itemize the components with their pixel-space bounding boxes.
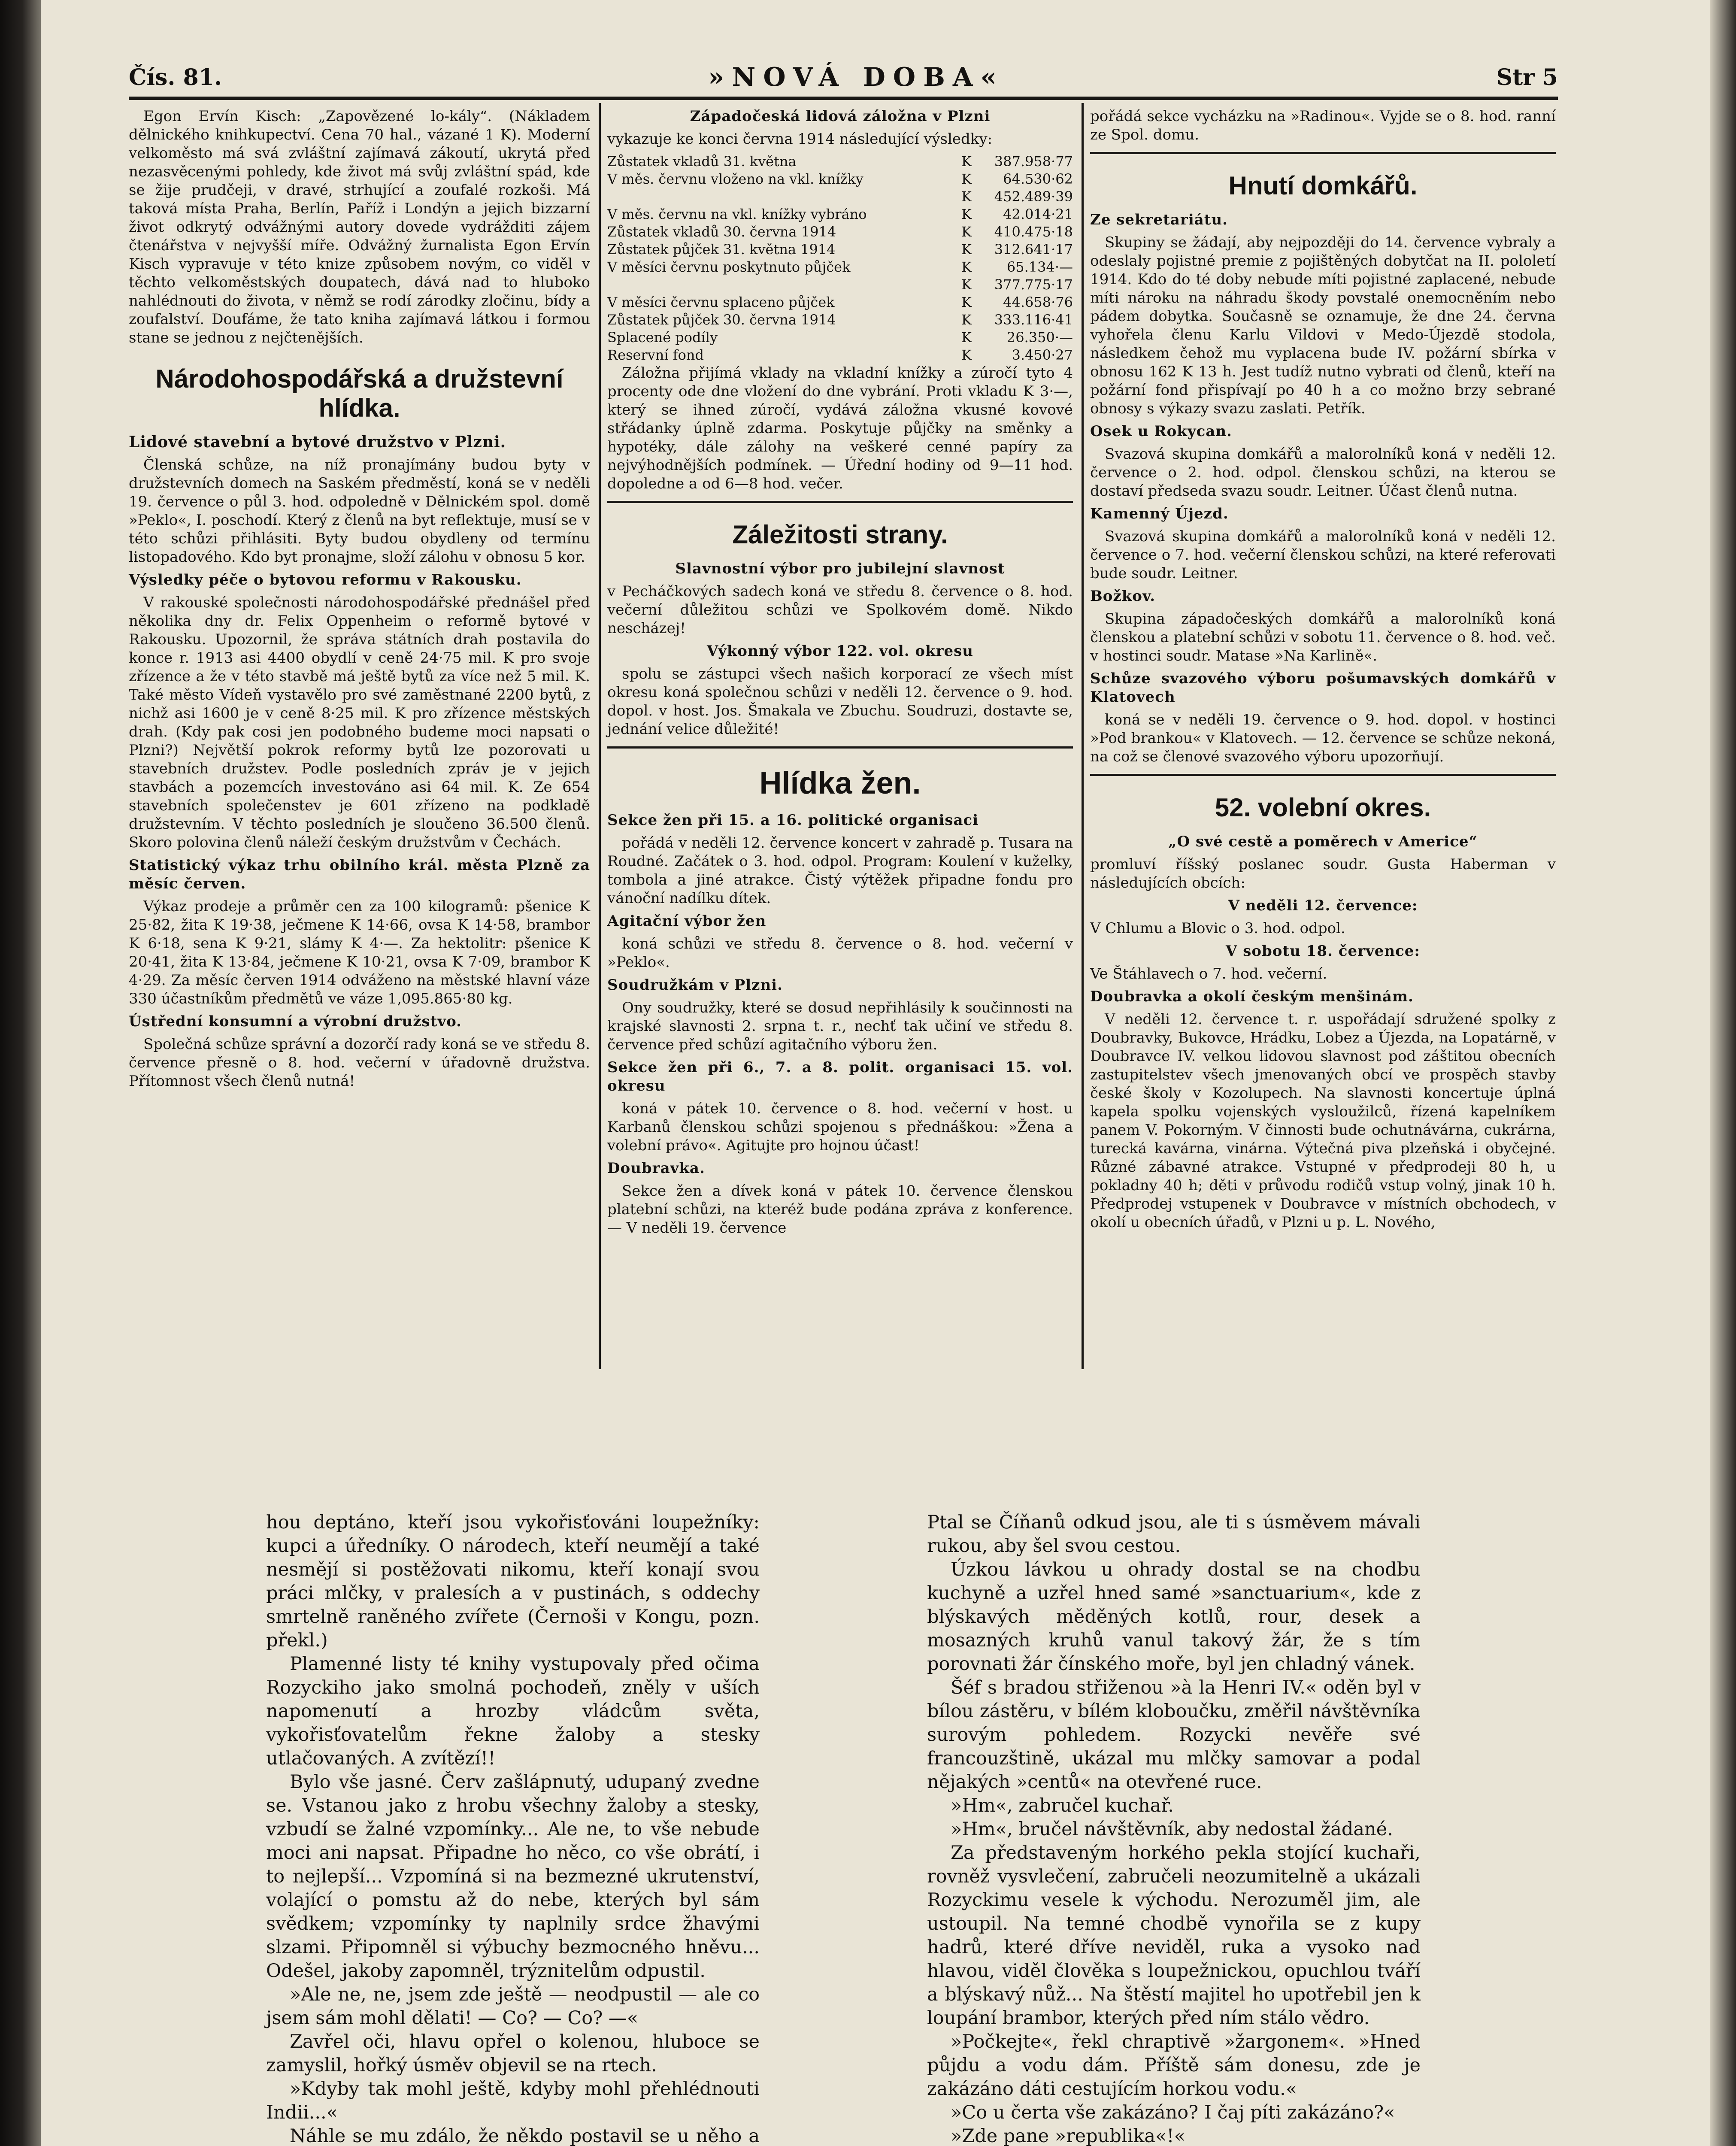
- article-body: Ony soudružky, které se dosud nepřihlásily k součinnosti na krajské slavnosti 2. srpna t. r., nechť tak učiní ve středu 8. července před schůzí agitačního výboru žen.: [607, 999, 1073, 1053]
- account-amt: 65.134·—: [1006, 259, 1073, 275]
- article-title: Statistický výkaz trhu obilního král. města Plzně za měsíc červen.: [129, 857, 590, 892]
- article-title: Lidové stavební a bytové družstvo v Plzni.: [129, 433, 506, 451]
- account-amt: 452.489·39: [994, 188, 1073, 205]
- article-title: Výkonný výbor 122. vol. okresu: [706, 643, 974, 660]
- article-body: V neděli 12. července t. r. uspořádají sdružené spolky z Doubravky, Bukovce, Hrádku, Lobez a Újezda, na Lopatárně, v Doubravce IV. velkou lidovou slavnost pod záštitou obecních zastupitelstev všech jmenovaných obcí ve prospěch stavby české školy v Kozolupech. Na slavnosti koncertuje úplná kapela spolku vojenských vysloužilců, řízená kapelníkem panem V. Pokorným. V činnosti bude ochutnávárna, cukrárna, turecká kavárna, vinárna. Výtečná piva plzeňská i obyčejné. Různé zábavné atrakce. Vstupné v předprodeji 80 h, u pokladny 40 h; děti v průvodu rodičů vstup volný, jinak 10 h. Předprodej vstupenek v Doubravce v místních obchodech, v okolí u obecních úřadů, v Plzni u p. L. Nového,: [1090, 1011, 1556, 1231]
- account-label: [607, 188, 959, 206]
- story-paragraph: Úzkou lávkou u ohrady dostal se na chodbu kuchyně a uzřel hned samé »sanctuarium«, kde z blýskavých měděných kotlů, rour, desek a mosazných kruhů vanul takový žár, že s tím porovnati žár čínského moře, byl jen chladný vánek.: [927, 1559, 1421, 1675]
- story-paragraph: Ptal se Číňanů odkud jsou, ale ti s úsměvem mávali rukou, aby šel svou cestou.: [927, 1512, 1421, 1557]
- article-body: Skupiny se žádají, aby nejpozději do 14. července vybraly a odeslaly pojistné premie z pojištěných dobytčat na II. pololetí 1914. Kdo do té doby nebude míti pojistné zaplacené, nebude míti nároku na náhradu škody povstalé onemocněním nebo pádem dobytka. Současně se oznamuje, že dne 24. června vyhořela členu Karlu Vildovi v Medo-Újezdě stodola, následkem čehož mu vyplacena bude IV. požární sbírka v obnosu 162 K 13 h. Jest tudíž nutno vybrati od členů, kteří na požární fond přispívají po 40 h a co možno brzy sebrané obnosy s výkazy svazu zaslati. Petřík.: [1090, 234, 1556, 417]
- account-label: Zůstatek vkladů 30. června 1914: [607, 224, 836, 240]
- book-review: Egon Ervín Kisch: „Zapovězené lo-kály“. (Nákladem dělnického knihkupectví. Cena 70 hal., vázané 1 K). Moderní velkoměsto má svá zvláštní zajímavá zákoutí, ukrytá před nezasvěcenými pohledy, kde život má svůj zvláštní spád, kde se žije prudčeji, v dravé, strhující a zoufalé rozkoši. Má taková místa Praha, Berlín, Paříž i Londýn a jejich bizzarní život odkrytý odvážnými autory dovede vydrážditi zájem čtenářstva v nejvyšší míře. Odvážný žurnalista Egon Ervín Kisch vypravuje v této knize způsobem novým, co viděl v těchto velkoměstských doupatech, dává nad to hluboko nahlédnouti do života, v němž se rodí zárodky zločinu, bídy a zoufalství. Doufáme, že tato kniha zajímavá látkou i formou stane se jednou z nejčtenějších.: [129, 108, 590, 346]
- account-amt: 44.658·76: [1003, 294, 1073, 310]
- section-rule: [1090, 152, 1556, 154]
- article-body: v Pecháčkových sadech koná ve středu 8. července o 8. hod. večerní důležitou schůzi ve Spolkovém domě. Nikdo nescházej!: [607, 583, 1073, 637]
- account-row: [607, 329, 1073, 346]
- article-body: Výkaz prodeje a průměr cen za 100 kilogramů: pšenice K 25·82, žita K 19·38, ječmene K 14·66, ovsa K 14·58, brambor K 6·18, sena K 9·21, slámy K 4·—. Za hektolitr: pšenice K 20·41, žita K 13·84, ječmene K 10·21, ovsa K 7·09, brambor K 4·29. Za měsíc červen 1914 odváženo na městské hlavní váze 330 účastníkům předmětů ve váze 1,095.865·80 kg.: [129, 898, 590, 1007]
- account-row: [607, 153, 1073, 170]
- account-amt: 333.116·41: [994, 312, 1073, 328]
- article-title: Agitační výbor žen: [607, 912, 767, 930]
- story-left-column: [266, 1511, 760, 2146]
- account-row: [607, 170, 1073, 188]
- article-body: pořádá v neděli 12. července koncert v zahradě p. Tusara na Roudné. Začátek o 3. hod. odpol. Program: Koulení v kuželky, tombola a jiné atrakce. Čistý výtěžek připadne fondu pro vánoční nadílku dítek.: [607, 834, 1073, 907]
- page-header: [129, 56, 1558, 94]
- story-paragraph: »Počkejte«, řekl chraptivě »žargonem«. »Hned půjdu a vodu dám. Příště sám donesu, zde je zakázáno dáti cestujícím horkou vodu.«: [927, 2031, 1421, 2100]
- account-cur: K: [961, 224, 972, 240]
- article-title: Soudružkám v Plzni.: [607, 976, 783, 994]
- account-label: Zůstatek vkladů 31. května: [607, 153, 797, 170]
- issue-number: Čís. 81.: [129, 64, 222, 91]
- section-heading: Hlídka žen.: [759, 766, 921, 800]
- account-cur: K: [961, 294, 972, 310]
- story-paragraph: »Co u čerta vše zakázáno? I čaj píti zakázáno?«: [951, 2102, 1395, 2123]
- event-date: V neděli 12. července:: [1228, 897, 1418, 914]
- column-divider: [599, 103, 601, 1369]
- story-paragraph: hou deptáno, kteří jsou vykořisťováni loupežníky: kupci a úředníky. O národech, kteří neumějí a také nesmějí si postěžovati nikomu, kteří konají svou práci mlčky, v pralesích a v pustinách, s oddechy smrtelně raněného zvířete (Černoši v Kongu, pozn. překl.): [266, 1512, 760, 1651]
- article-body: promluví říšský poslanec soudr. Gusta Haberman v následujících obcích:: [1090, 856, 1556, 891]
- account-row: [607, 258, 1073, 276]
- account-label: V měsíci červnu splaceno půjček: [607, 294, 835, 310]
- header-rule: [129, 97, 1558, 100]
- column-3: [1090, 107, 1556, 1236]
- account-cur: K: [961, 241, 972, 258]
- account-label: Zůstatek půjček 30. června 1914: [607, 312, 836, 328]
- story-paragraph: Bylo vše jasné. Červ zašlápnutý, udupaný zvedne se. Vstanou jako z hrobu všechny žaloby a stesky, vzbudí se žalné vzpomínky... Ale ne, to vše nebude moci ani napsat. Připadne ho něco, co vše obrátí, i to nejlepší... Vzpomíná si na bezmezné ukrutenství, volající o pomstu až do nebe, kterých byl sám svědkem; vzpomínky ty naplnily srdce žhavými slzami. Připomněl si výbuchy bezmocného hněvu... Odešel, jakoby zapomněl, trýznitelům odpustil.: [266, 1771, 760, 1982]
- section-heading: Hnutí domkářů.: [1228, 171, 1418, 200]
- article-title: Doubravka a okolí českým menšinám.: [1090, 988, 1414, 1005]
- account-row: [607, 276, 1073, 294]
- story-paragraph: Zavřel oči, hlavu opřel o kolenou, hluboce se zamyslil, hořký úsměv objevil se na rtech.: [266, 2031, 760, 2076]
- article-title: Schůze svazového výboru pošumavských domkářů v Klatovech: [1090, 670, 1556, 706]
- account-row: [607, 311, 1073, 329]
- account-cur: K: [961, 206, 972, 222]
- account-cur: K: [961, 188, 972, 205]
- article-title: Slavnostní výbor pro jubilejní slavnost: [675, 560, 1005, 577]
- masthead-title: »NOVÁ DOBA«: [708, 62, 1004, 92]
- article-body: Členská schůze, na níž pronajímány budou byty v družstevních domech na Saském předměstí, koná se v neděli 19. července o půl 3. hod. odpoledně v Dělnickém spol. domě »Peklo«, I. poschodí. Který z členů na byt reflektuje, musí se v této schůzi přihlásiti. Byty budou obydleny od termínu listopadového. Kdo byt pronajme, složí zálohu v obnosu 5 kor.: [129, 456, 590, 566]
- story-paragraph: »Zde pane »republika«!«: [951, 2125, 1185, 2146]
- article-body: koná schůzi ve středu 8. července o 8. hod. večerní v »Peklo«.: [607, 935, 1073, 971]
- account-amt: 387.958·77: [994, 153, 1073, 170]
- account-cur: K: [961, 153, 972, 170]
- article-title: Osek u Rokycan.: [1090, 423, 1232, 440]
- account-label: V měs. červnu vloženo na vkl. knížky: [607, 171, 863, 187]
- story-right-column: [927, 1511, 1421, 2146]
- account-label: Zůstatek půjček 31. května 1914: [607, 241, 836, 258]
- article-body: V rakouské společnosti národohospodářské přednášel před několika dny dr. Felix Oppenheim o reformě bytové v Rakousku. Upozornil, že správa státních drah postavila do konce r. 1913 asi 4400 obydlí v ceně 24·75 mil. K pro svoje zřízence a že v této stavbě má ještě bytů za více než 5 mil. K. Také město Vídeň vystavělo pro své zaměstnané 2200 bytů, z nichž asi 1600 je v ceně 8·25 mil. K pro zřízence městských drah. (Kdy pak cosi jen podobného budeme moci napsati o Plzni?) Největší pokrok reformy bytů lze pozorovati u stavebních družstev. Podle posledních zpráv je v jejich stavbách a pozemcích investováno asi 64 mil. K. Ze 654 stavebních společenstev je 601 zřízeno na podkladě družstevním. V těchto posledních je sloučeno 36.500 členů. Skoro polovina členů náleží českým družstvům v Čechách.: [129, 594, 590, 851]
- article-title: Sekce žen při 6., 7. a 8. polit. organisaci 15. vol. okresu: [607, 1059, 1073, 1094]
- account-label: [607, 276, 959, 294]
- article-body: Společná schůze správní a dozorčí rady koná se ve středu 8. července přesně o 8. hod. večerní v úřadovně družstva. Přítomnost všech členů nutná!: [129, 1036, 590, 1090]
- account-row: [607, 346, 1073, 364]
- article-body: Sekce žen a dívek koná v pátek 10. července členskou platební schůzi, na kteréž bude podána zpráva z konference. — V neděli 19. července: [607, 1182, 1073, 1237]
- article-title: Západočeská lidová záložna v Plzni: [690, 108, 991, 125]
- article-title: „O své cestě a poměrech v Americe“: [1168, 833, 1478, 850]
- article-body: koná v pátek 10. července o 8. hod. večerní v host. u Karbanů členskou schůzi spojenou s přednáškou: »Žena a volební právo«. Agitujte pro hojnou účast!: [607, 1100, 1073, 1154]
- article-title: Sekce žen při 15. a 16. politické organisaci: [607, 812, 979, 829]
- account-amt: 26.350·—: [1006, 329, 1073, 346]
- article-body: pořádá sekce vycházku na »Radinou«. Vyjde se o 8. hod. ranní ze Spol. domu.: [1090, 108, 1556, 143]
- event-place: V Chlumu a Blovic o 3. hod. odpol.: [1090, 920, 1345, 937]
- section-heading: Národohospodářská a družstevní hlídka.: [155, 364, 564, 422]
- article-title: Doubravka.: [607, 1160, 705, 1177]
- column-2: [607, 107, 1073, 1242]
- article-title: Ústřední konsumní a výrobní družstvo.: [129, 1013, 462, 1030]
- account-amt: 312.641·17: [994, 241, 1073, 258]
- story-paragraph: »Hm«, zabručel kuchař.: [951, 1795, 1174, 1816]
- account-row: [607, 223, 1073, 241]
- article-body: spolu se zástupci všech našich korporací ze všech míst okresu koná společnou schůzi v neděli 12. července o 9. hod. dopol. v host. Jos. Šmakala ve Zbuchu. Soudruzi, dostavte se, jednání velice důležité!: [607, 665, 1073, 738]
- account-cur: K: [961, 171, 972, 187]
- account-label: Reservní fond: [607, 347, 704, 363]
- column-divider: [1082, 103, 1084, 1369]
- account-amt: 410.475·18: [994, 224, 1073, 240]
- account-label: V měs. červnu na vkl. knížky vybráno: [607, 206, 867, 222]
- article-body: Svazová skupina domkářů a malorolníků koná v neděli 12. července o 2. hod. odpol. členskou schůzi, na kterou se dostaví předseda svazu soudr. Leitner. Účast členů nutna.: [1090, 446, 1556, 500]
- account-amt: 377.775·17: [994, 276, 1073, 293]
- account-row: [607, 241, 1073, 258]
- account-amt: 64.530·62: [1003, 171, 1073, 187]
- section-heading: Záležitosti strany.: [732, 520, 948, 549]
- event-place: Ve Štáhlavech o 7. hod. večerní.: [1090, 965, 1327, 982]
- column-1: [129, 107, 590, 1095]
- binding-edge: [0, 0, 41, 2146]
- article-body: vykazuje ke konci června 1914 následující výsledky:: [607, 130, 993, 148]
- page-number: Str 5: [1496, 64, 1558, 91]
- story-paragraph: Náhle se mu zdálo, že někdo postavil se u něho a: [290, 2125, 760, 2146]
- article-body: koná se v neděli 19. července o 9. hod. dopol. v hostinci »Pod brankou« v Klatovech. — 12. července se schůze nekoná, na což se členové svazového výboru upozorňují.: [1090, 711, 1556, 765]
- article-body: Skupina západočeských domkářů a malorolníků koná členskou a platební schůzi v sobotu 11. července o 8. hod. več. v hostinci soudr. Matase »Na Karlině«.: [1090, 610, 1556, 664]
- account-amt: 42.014·21: [1003, 206, 1073, 222]
- article-title: Božkov.: [1090, 588, 1156, 605]
- article-title: Výsledky péče o bytovou reformu v Rakousku.: [129, 571, 522, 588]
- account-cur: K: [961, 347, 972, 363]
- story-paragraph: »Kdyby tak mohl ještě, kdyby mohl přehlédnouti Indii...«: [266, 2078, 760, 2123]
- account-label: Splacené podíly: [607, 329, 718, 346]
- section-rule: [607, 501, 1073, 503]
- story-paragraph: »Hm«, bručel návštěvník, aby nedostal žádané.: [951, 1819, 1393, 1840]
- section-heading: 52. volební okres.: [1215, 793, 1431, 822]
- account-label: V měsíci červnu poskytnuto půjček: [607, 259, 851, 275]
- account-cur: K: [961, 259, 972, 275]
- account-cur: K: [961, 276, 972, 293]
- account-row: [607, 206, 1073, 223]
- section-rule: [1090, 774, 1556, 776]
- section-rule: [607, 746, 1073, 749]
- article-title: Ze sekretariátu.: [1090, 211, 1228, 228]
- story-paragraph: »Ale ne, ne, jsem zde ještě — neodpustil — ale co jsem sám mohl dělati! — Co? — Co? —«: [266, 1984, 760, 2029]
- event-date: V sobotu 18. července:: [1226, 943, 1420, 960]
- account-amt: 3.450·27: [1012, 347, 1073, 363]
- article-title: Kamenný Újezd.: [1090, 505, 1229, 522]
- story-paragraph: Plamenné listy té knihy vystupovaly před očima Rozyckiho jako smolná pochodeň, zněly v uších napomenutí a hrozby vládcům světa, vykořisťovatelům řekne žaloby a stesky utlačovaných. A zvítězí!!: [266, 1653, 760, 1769]
- page-edge: [1710, 0, 1736, 2146]
- story-paragraph: Šéf s bradou střiženou »à la Henri IV.« oděn byl v bílou zástěru, v bílém kloboučku, změřil návštěvníka surovým pohledem. Rozycki nevěře své francouzštině, ukázal mu mlčky samovar a podal nějakých »centů« na otevřené ruce.: [927, 1677, 1421, 1793]
- account-row: [607, 294, 1073, 311]
- account-row: [607, 188, 1073, 206]
- account-cur: K: [961, 312, 972, 328]
- article-body: Záložna přijímá vklady na vkladní knížky a zúročí tyto 4 procenty ode dne vložení do dne vybrání. Proti vkladu K 3·—, který se ihned zúročí, vydává záložna vkusné kovové střádanky úplně zdarma. Poskytuje půjčky na směnky a hypotéky, dále zálohy na veškeré cenné papíry za nejvýhodnějších podmínek. — Úřední hodiny od 9—11 hod. dopoledne a od 6—8 hod. večer.: [607, 364, 1073, 492]
- article-body: Svazová skupina domkářů a malorolníků koná v neděli 12. července o 7. hod. večerní členskou schůzi, na které referovati bude soudr. Leitner.: [1090, 528, 1556, 582]
- accounts-table: [607, 153, 1073, 364]
- story-paragraph: Za představeným horkého pekla stojící kuchaři, rovněž vysvlečení, zabručeli neozumitelně a ukázali Rozyckimu vesele k východu. Nerozuměl jim, ale ustoupil. Na temné chodbě vynořila se z kupy hadrů, které dříve neviděl, ruka a vysoko nad hlavou, viděl člověka s loupežnickou, opuchlou tváří a blýskavý nůž... Na štěstí majitel ho upotřebil jen k loupání brambor, kterých před ním stálo vědro.: [927, 1842, 1421, 2029]
- account-cur: K: [961, 329, 972, 346]
